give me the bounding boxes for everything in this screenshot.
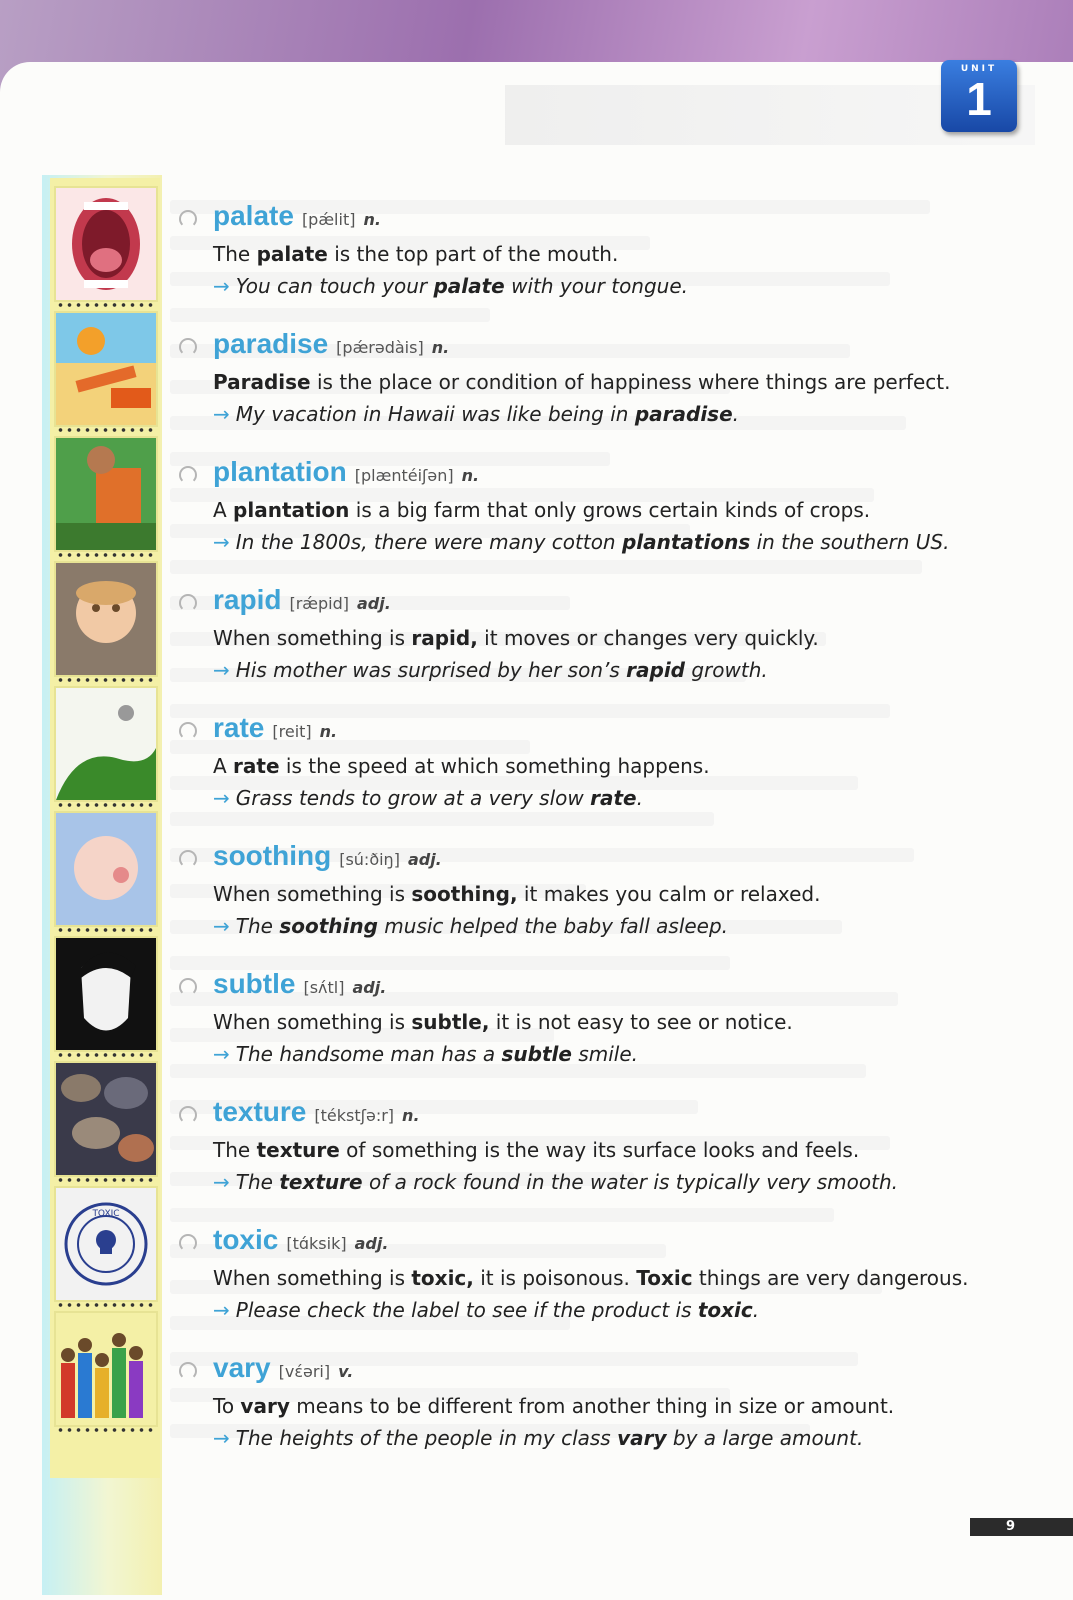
stamp-text: TOXIC bbox=[92, 1209, 120, 1219]
vocab-entry bbox=[175, 1352, 995, 1450]
pronunciation: [vέəri] bbox=[278, 1362, 331, 1381]
unit-number: 1 bbox=[966, 73, 992, 125]
pronunciation: [tɑ́ksik] bbox=[286, 1234, 347, 1253]
toxic-picture bbox=[54, 1186, 158, 1302]
picture-film-strip bbox=[50, 178, 160, 1478]
vocab-word: rapid bbox=[213, 584, 282, 615]
film-perforation bbox=[56, 677, 154, 683]
vocab-word: plantation bbox=[213, 456, 347, 487]
arrow-icon: → bbox=[213, 530, 230, 554]
arrow-icon: → bbox=[213, 914, 230, 938]
part-of-speech: n. bbox=[461, 466, 480, 485]
definition: The texture of something is the way its surface looks and feels. bbox=[213, 1138, 860, 1162]
arrow-icon: → bbox=[213, 786, 230, 810]
soothing-picture bbox=[54, 811, 158, 927]
part-of-speech: n. bbox=[363, 210, 381, 229]
paradise-picture bbox=[54, 311, 158, 427]
vocab-entry bbox=[175, 328, 995, 426]
vocab-word: paradise bbox=[213, 328, 329, 359]
vocab-entry bbox=[175, 840, 995, 938]
film-perforation bbox=[56, 1302, 154, 1308]
vocab-entry bbox=[175, 1096, 995, 1194]
part-of-speech: v. bbox=[338, 1362, 354, 1381]
pronunciation: [pǽrədàis] bbox=[336, 338, 424, 357]
audio-bullet-icon[interactable] bbox=[179, 850, 197, 868]
vary-picture bbox=[54, 1311, 158, 1427]
arrow-icon: → bbox=[213, 1426, 230, 1450]
unit-label: UNIT bbox=[960, 64, 998, 74]
audio-bullet-icon[interactable] bbox=[179, 722, 197, 740]
vocab-word: rate bbox=[213, 712, 265, 743]
pronunciation: [plæntéiʃən] bbox=[354, 466, 454, 485]
part-of-speech: adj. bbox=[407, 850, 442, 869]
definition: A plantation is a big farm that only grows certain kinds of crops. bbox=[213, 498, 871, 522]
plantation-picture bbox=[54, 436, 158, 552]
pronunciation: [sú:ðiŋ] bbox=[339, 850, 400, 869]
film-perforation bbox=[56, 927, 154, 933]
arrow-icon: → bbox=[213, 274, 230, 298]
texture-picture bbox=[54, 1061, 158, 1177]
film-perforation bbox=[56, 802, 154, 808]
audio-bullet-icon[interactable] bbox=[179, 210, 197, 228]
audio-bullet-icon[interactable] bbox=[179, 1106, 197, 1124]
arrow-icon: → bbox=[213, 1042, 230, 1066]
audio-bullet-icon[interactable] bbox=[179, 1362, 197, 1380]
pronunciation: [sʌ́tl] bbox=[303, 978, 345, 997]
film-perforation bbox=[56, 427, 154, 433]
example-sentence: → You can touch your palate with your tongue. bbox=[213, 274, 689, 298]
example-sentence: → His mother was surprised by her son’s rapid growth. bbox=[213, 658, 768, 682]
part-of-speech: adj. bbox=[352, 978, 387, 997]
vocab-entry bbox=[175, 584, 995, 682]
audio-bullet-icon[interactable] bbox=[179, 594, 197, 612]
palate-picture bbox=[54, 186, 158, 302]
audio-bullet-icon[interactable] bbox=[179, 978, 197, 996]
film-perforation bbox=[56, 1427, 154, 1433]
part-of-speech: n. bbox=[319, 722, 338, 741]
vocab-entry bbox=[175, 712, 995, 810]
definition: The palate is the top part of the mouth. bbox=[213, 242, 619, 266]
example-sentence: → Please check the label to see if the product is toxic. bbox=[213, 1298, 760, 1322]
definition: When something is soothing, it makes you calm or relaxed. bbox=[213, 882, 821, 906]
example-sentence: → The soothing music helped the baby fall asleep. bbox=[213, 914, 729, 938]
audio-bullet-icon[interactable] bbox=[179, 1234, 197, 1252]
part-of-speech: adj. bbox=[354, 1234, 389, 1253]
definition: When something is rapid, it moves or changes very quickly. bbox=[213, 626, 819, 650]
example-sentence: → The handsome man has a subtle smile. bbox=[213, 1042, 639, 1066]
rapid-picture bbox=[54, 561, 158, 677]
pronunciation: [tékstʃə:r] bbox=[314, 1106, 395, 1125]
pronunciation: [pǽlit] bbox=[301, 210, 356, 229]
definition: A rate is the speed at which something happens. bbox=[213, 754, 710, 778]
audio-bullet-icon[interactable] bbox=[179, 466, 197, 484]
film-perforation bbox=[56, 1052, 154, 1058]
part-of-speech: n. bbox=[402, 1106, 420, 1125]
example-sentence: → In the 1800s, there were many cotton plantations in the southern US. bbox=[213, 530, 950, 554]
part-of-speech: adj. bbox=[357, 594, 391, 613]
vocab-word: palate bbox=[213, 200, 294, 231]
example-sentence: → The texture of a rock found in the water is typically very smooth. bbox=[213, 1170, 899, 1194]
example-sentence: → My vacation in Hawaii was like being in paradise. bbox=[213, 402, 739, 426]
arrow-icon: → bbox=[213, 658, 230, 682]
page-number: 9 bbox=[970, 1518, 1073, 1536]
definition: When something is toxic, it is poisonous. Toxic things are very dangerous. bbox=[213, 1266, 969, 1290]
vocab-word: subtle bbox=[213, 968, 296, 999]
part-of-speech: n. bbox=[431, 338, 450, 357]
rate-picture bbox=[54, 686, 158, 802]
vocab-word: texture bbox=[213, 1096, 307, 1127]
vocab-word: toxic bbox=[213, 1224, 279, 1255]
film-perforation bbox=[56, 552, 154, 558]
arrow-icon: → bbox=[213, 1298, 230, 1322]
definition: To vary means to be different from another thing in size or amount. bbox=[213, 1394, 895, 1418]
arrow-icon: → bbox=[213, 1170, 230, 1194]
definition: Paradise is the place or condition of happiness where things are perfect. bbox=[213, 370, 951, 394]
pronunciation: [rǽpid] bbox=[289, 594, 349, 613]
example-sentence: → The heights of the people in my class vary by a large amount. bbox=[213, 1426, 864, 1450]
subtle-picture bbox=[54, 936, 158, 1052]
vocab-word: vary bbox=[213, 1352, 271, 1383]
arrow-icon: → bbox=[213, 402, 230, 426]
unit-badge bbox=[941, 60, 1017, 132]
film-perforation bbox=[56, 1177, 154, 1183]
definition: When something is subtle, it is not easy to see or notice. bbox=[213, 1010, 793, 1034]
example-sentence: → Grass tends to grow at a very slow rate. bbox=[213, 786, 643, 810]
vocab-entry bbox=[175, 456, 995, 554]
pronunciation: [reit] bbox=[272, 722, 312, 741]
vocab-entry bbox=[175, 200, 995, 298]
audio-bullet-icon[interactable] bbox=[179, 338, 197, 356]
vocab-entry bbox=[175, 1224, 995, 1322]
vocab-word: soothing bbox=[213, 840, 332, 871]
vocab-entry bbox=[175, 968, 995, 1066]
film-perforation bbox=[56, 302, 154, 308]
